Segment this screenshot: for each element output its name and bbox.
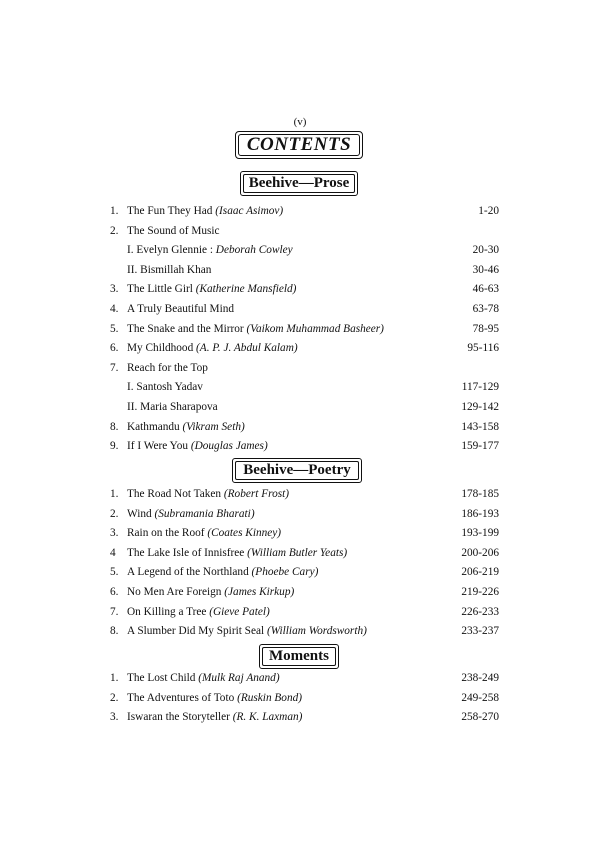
entry-title [127, 280, 296, 300]
entry-title-text: A Slumber Did My Spirit Seal [127, 625, 267, 638]
entry-author: (William Wordsworth) [266, 625, 367, 638]
toc-entry [0, 222, 600, 242]
entry-pages: 249-258 [461, 691, 499, 704]
entry-title-text: Kathmandu [127, 420, 183, 433]
entry-title-text: A Legend of the Northland [127, 566, 252, 579]
entry-pages: 117-129 [461, 381, 499, 394]
entry-number: 2. [110, 224, 119, 237]
entry-title [127, 603, 270, 623]
entry-title [127, 708, 302, 728]
entry-author: Deborah Cowley [215, 244, 293, 257]
entry-title-text: I. Evelyn Glennie : [127, 244, 216, 257]
section-heading-moments [259, 644, 339, 669]
contents-title: CONTENTS [246, 134, 352, 155]
entry-number: 3. [110, 527, 119, 540]
toc-entry [0, 603, 600, 623]
entry-number: 4. [110, 302, 119, 315]
entry-author: (Subramania Bharati) [154, 507, 255, 520]
entry-title-text: The Road Not Taken [127, 488, 224, 500]
entry-title [127, 241, 293, 261]
toc-entry [0, 485, 600, 505]
entry-author: (Vaikom Muhammad Basheer) [246, 322, 384, 335]
entry-title-text: No Men Are Foreign [127, 585, 225, 598]
entry-title [127, 339, 298, 359]
entry-title-text: Rain on the Roof [127, 527, 208, 540]
entry-title-text: II. Maria Sharapova [127, 400, 218, 413]
entry-title [127, 320, 384, 340]
entry-number: 3. [110, 283, 119, 296]
entry-pages: 1-20 [478, 205, 499, 217]
entry-pages: 206-219 [461, 566, 499, 579]
entry-author: (Ruskin Bond) [237, 691, 303, 704]
entry-title-text: My Childhood [127, 342, 197, 355]
entry-number: 5. [110, 566, 119, 579]
entry-pages: 219-226 [461, 585, 499, 598]
toc-entry [0, 689, 600, 709]
entry-author: (Katherine Mansfield) [195, 283, 297, 296]
entry-pages: 129-142 [461, 400, 499, 413]
entry-author: (Phoebe Cary) [251, 566, 319, 579]
entry-title [127, 689, 302, 709]
entry-number: 2. [110, 507, 119, 520]
toc-entry [0, 241, 600, 261]
entry-author: (Coates Kinney) [207, 527, 282, 540]
entry-number: 1. [110, 488, 119, 500]
toc-entry [0, 280, 600, 300]
entry-title [127, 669, 280, 689]
entry-pages: 193-199 [461, 527, 499, 540]
toc-entry [0, 437, 600, 457]
entry-number: 3. [110, 711, 119, 724]
entry-title-text: The Lost Child [127, 672, 199, 684]
moments-list [0, 669, 600, 728]
entry-title-text: Wind [127, 507, 155, 520]
entry-pages: 200-206 [461, 546, 499, 559]
toc-entry [0, 622, 600, 642]
entry-author: (Isaac Asimov) [215, 205, 284, 217]
entry-title-text: Iswaran the Storyteller [127, 711, 233, 724]
entry-pages: 46-63 [472, 283, 499, 296]
entry-pages: 233-237 [461, 625, 499, 638]
entry-title-text: The Snake and the Mirror [127, 322, 247, 335]
entry-title [127, 622, 367, 642]
entry-pages: 238-249 [461, 672, 499, 684]
toc-entry [0, 339, 600, 359]
entry-number: 6. [110, 342, 119, 355]
entry-number: 6. [110, 585, 119, 598]
entry-author: (A. P. J. Abdul Kalam) [196, 342, 298, 355]
entry-author: (William Butler Yeats) [247, 546, 348, 559]
entry-number: 8. [110, 420, 119, 433]
entry-number: 7. [110, 361, 119, 374]
toc-entry [0, 202, 600, 222]
toc-entry [0, 359, 600, 379]
entry-number: 1. [110, 672, 119, 684]
page-number: (v) [293, 116, 307, 128]
entry-number: 8. [110, 625, 119, 638]
entry-pages: 186-193 [461, 507, 499, 520]
section-heading-label: Beehive—Poetry [243, 462, 351, 478]
entry-title-text: The Adventures of Toto [127, 691, 238, 704]
entry-pages: 143-158 [461, 420, 499, 433]
contents-title-box [235, 131, 363, 159]
entry-title-text: If I Were You [127, 440, 191, 453]
section-heading-poetry [232, 458, 362, 483]
toc-entry [0, 583, 600, 603]
entry-number: 1. [110, 205, 119, 217]
section-heading-label: Beehive—Prose [248, 175, 350, 191]
entry-title [127, 359, 208, 379]
entry-pages: 30-46 [472, 263, 499, 276]
entry-title-text: A Truly Beautiful Mind [127, 302, 235, 315]
entry-pages: 63-78 [472, 302, 499, 315]
toc-entry [0, 378, 600, 398]
toc-entry [0, 563, 600, 583]
entry-number: 2. [110, 691, 119, 704]
entry-author: (Robert Frost) [223, 488, 290, 500]
toc-entry [0, 669, 600, 689]
entry-author: (James Kirkup) [224, 585, 295, 598]
entry-pages: 95-116 [467, 342, 499, 355]
entry-title-text: On Killing a Tree [127, 605, 210, 618]
poetry-list [0, 485, 600, 642]
entry-title [127, 418, 245, 438]
toc-entry [0, 505, 600, 525]
entry-number: 4 [110, 546, 116, 559]
entry-title [127, 544, 347, 564]
entry-title [127, 583, 294, 603]
entry-title-text: The Little Girl [127, 283, 196, 296]
entry-title [127, 563, 318, 583]
entry-title-text: The Fun They Had [127, 205, 216, 217]
entry-title [127, 485, 289, 505]
entry-pages: 159-177 [461, 440, 499, 453]
toc-entry [0, 708, 600, 728]
toc-entry [0, 398, 600, 418]
entry-number: 5. [110, 322, 119, 335]
entry-title [127, 300, 234, 320]
entry-title-text: II. Bismillah Khan [127, 263, 212, 276]
toc-entry [0, 320, 600, 340]
entry-number: 7. [110, 605, 119, 618]
section-heading-prose [240, 171, 358, 196]
entry-pages: 78-95 [472, 322, 499, 335]
entry-title-text: I. Santosh Yadav [127, 381, 203, 394]
entry-author: (Mulk Raj Anand) [198, 672, 280, 684]
section-heading-label: Moments [269, 648, 329, 664]
entry-title-text: The Lake Isle of Innisfree [127, 546, 248, 559]
entry-title [127, 261, 211, 281]
prose-list [0, 202, 600, 457]
entry-author: (Gieve Patel) [209, 605, 270, 618]
entry-author: (Vikram Seth) [182, 420, 245, 433]
entry-title [127, 437, 268, 457]
entry-title-text: The Sound of Music [127, 224, 220, 237]
entry-author: (R. K. Laxman) [232, 711, 303, 724]
entry-title [127, 398, 218, 418]
entry-title [127, 505, 255, 525]
toc-entry [0, 300, 600, 320]
entry-pages: 178-185 [461, 488, 499, 500]
entry-pages: 226-233 [461, 605, 499, 618]
entry-title-text: Reach for the Top [127, 361, 208, 374]
toc-entry [0, 524, 600, 544]
entry-pages: 20-30 [472, 244, 499, 257]
entry-title [127, 202, 283, 222]
entry-pages: 258-270 [461, 711, 499, 724]
entry-number: 9. [110, 440, 119, 453]
entry-title [127, 222, 220, 242]
entry-title [127, 378, 203, 398]
toc-entry [0, 544, 600, 564]
entry-author: (Douglas James) [190, 440, 268, 453]
toc-entry [0, 418, 600, 438]
toc-entry [0, 261, 600, 281]
entry-title [127, 524, 281, 544]
